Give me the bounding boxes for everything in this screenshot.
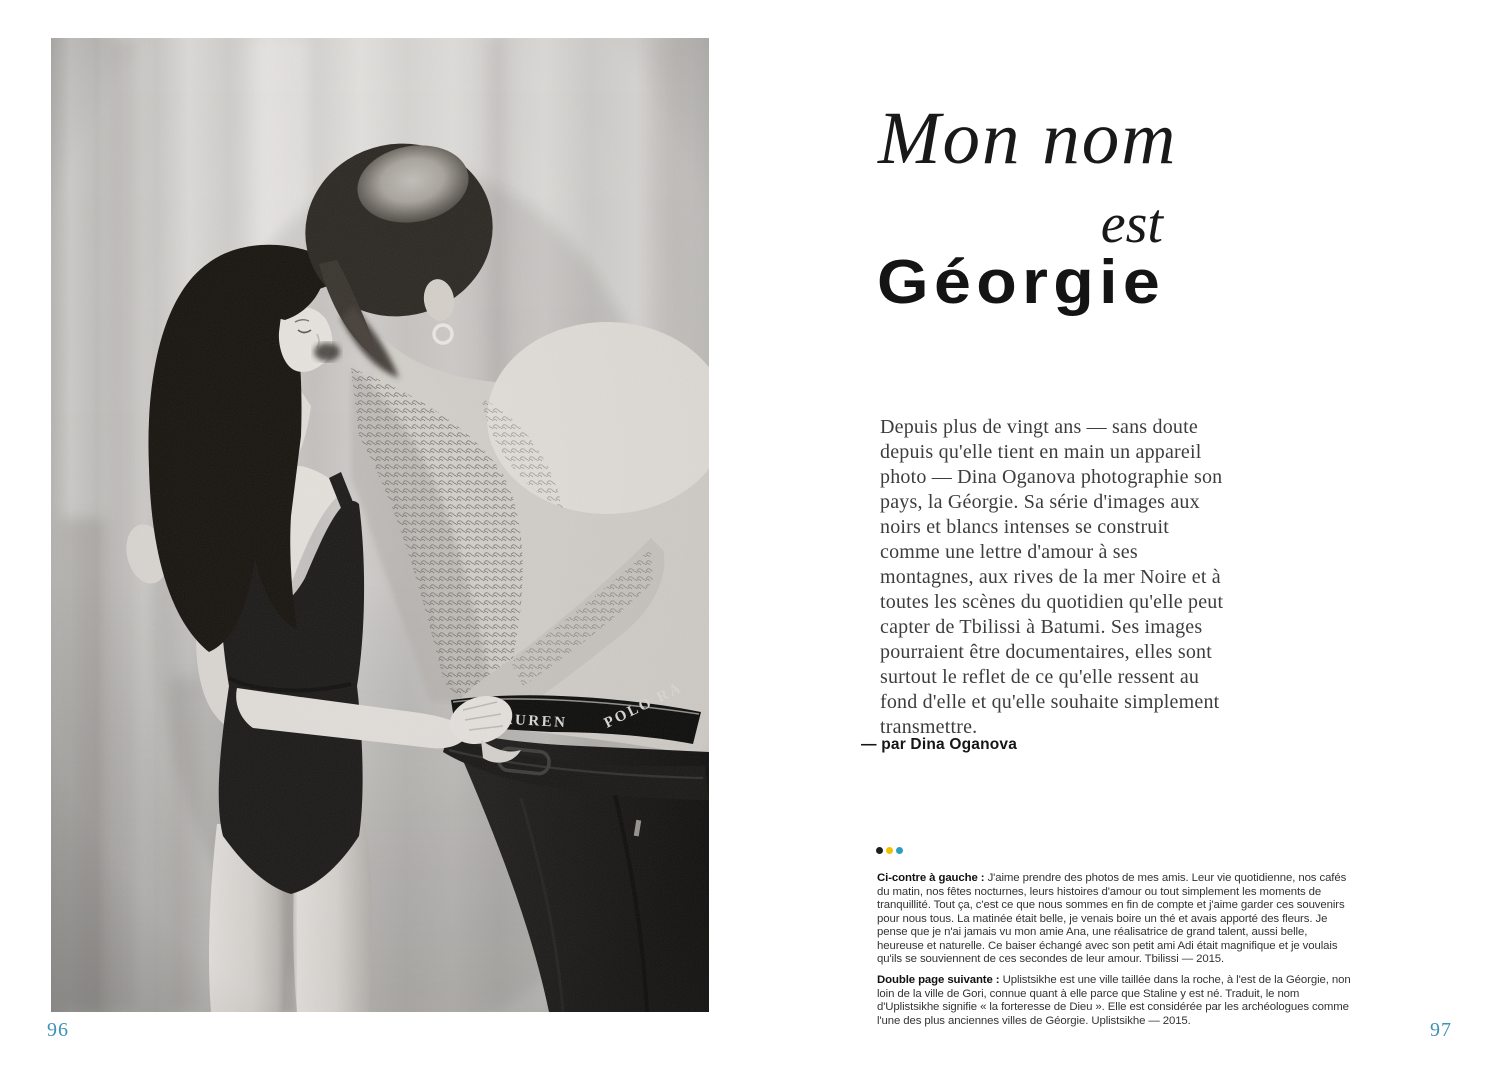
- section-dots: [876, 847, 903, 854]
- photo-illustration: [51, 38, 709, 1012]
- caption-text: Uplistsikhe est une ville taillée dans la roche, à l'est de la Géorgie, non loin de la ville de Gori, connue quant à elle parce que Staline y est né. Traduit, le nom d'Uplistsikhe signifie « la forteresse de Dieu ». Elle est considérée par les archéologues comme l'une des plus anciennes villes de Géorgie. Uplistsikhe — 2015.: [877, 974, 1351, 1027]
- article-title-line3: Géorgie: [877, 248, 1166, 317]
- page-number-right: 97: [1430, 1019, 1452, 1041]
- byline: — par Dina Oganova: [861, 736, 1018, 753]
- dot-yellow: [886, 847, 893, 854]
- intro-paragraph: Depuis plus de vingt ans — sans doute depuis qu'elle tient en main un appareil photo — Dina Oganova photographie son pays, la Géorgie. Sa série d'images aux noirs et blancs intenses se construit comme une lettre d'amour à ses montagnes, aux rives de la mer Noire et à toutes les scènes du quotidien qu'elle peut capter de Tbilissi à Batumi. Ses images pourraient être documentaires, elles sont surtout le reflet de ce qu'elle ressent au fond d'elle et qu'elle souhaite simplement transmettre.: [880, 416, 1224, 738]
- caption-label: Ci-contre à gauche :: [877, 872, 985, 885]
- caption-left-photo: [877, 872, 1356, 967]
- dot-teal: [896, 847, 903, 854]
- photo-couple-kissing: [51, 38, 709, 1012]
- caption-next-spread: [877, 974, 1356, 1028]
- dot-black: [876, 847, 883, 854]
- caption-text: J'aime prendre des photos de mes amis. Leur vie quotidienne, nos cafés du matin, nos fêtes nocturnes, leurs histoires d'amour ou tout simplement les moments de tranquillité. Tout ça, c'est ce que nous sommes en fin de compte et j'aime garder ces souvenirs pour nous tous. La matinée était belle, je venais boire un thé et avais apporté des fleurs. Je pense que je n'ai jamais vu mon amie Ana, une réalisatrice de grand talent, aussi belle, heureuse et naturelle. Ce baiser échangé avec son petit ami Adi était magnifique et je voulais qu'ils se souviennent de ces secondes de leur amour. Tbilissi — 2015.: [877, 872, 1347, 966]
- article-title-line2: est: [1100, 193, 1163, 255]
- article-title-line1: Mon nom: [878, 97, 1178, 180]
- caption-label: Double page suivante :: [877, 974, 1000, 987]
- page-number-left: 96: [47, 1019, 69, 1041]
